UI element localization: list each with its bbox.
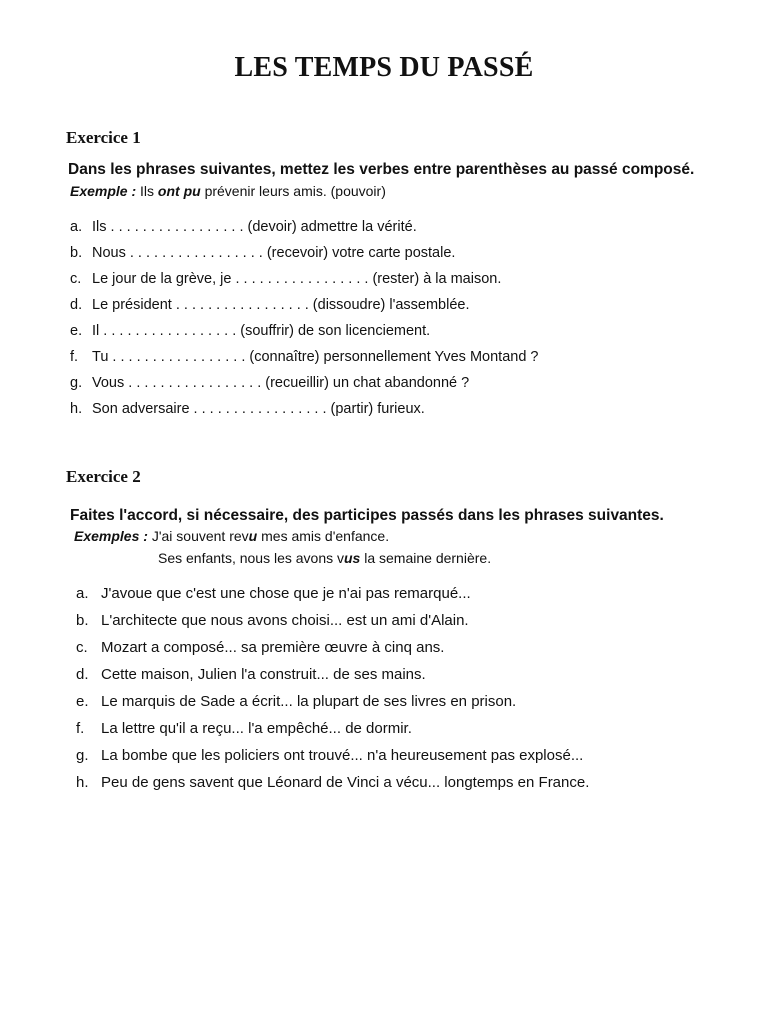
item-letter: b. [70,245,83,261]
item-text: Peu de gens savent que Léonard de Vinci a vécu... longtemps en France. [101,774,590,791]
list-item [76,612,469,629]
example-answer: u [248,528,258,544]
page-title: LES TEMPS DU PASSÉ [234,52,534,83]
example-label: Exemples : [74,528,148,544]
item-letter: c. [76,639,88,656]
item-letter: c. [70,271,82,287]
example-answer: us [344,550,361,566]
list-item [76,693,516,710]
item-letter: b. [76,612,89,629]
exercise-2-heading: Exercice 2 [66,467,141,486]
list-item [76,720,412,737]
list-item [70,245,455,261]
example-text: la semaine dernière. [360,550,492,566]
list-item [70,219,417,235]
exercise-2-instruction: Faites l'accord, si nécessaire, des participes passés dans les phrases suivantes. [70,507,664,524]
example-text: Ses enfants, nous les avons v [158,550,344,566]
item-letter: g. [76,747,89,764]
item-letter: d. [76,666,89,683]
list-item [70,297,470,313]
exercise-1-example [70,183,386,199]
list-item [76,639,444,656]
list-item [70,323,430,339]
item-text: La bombe que les policiers ont trouvé... n'a heureusement pas explosé... [101,747,584,764]
item-text: Mozart a composé... sa première œuvre à cinq ans. [101,639,445,656]
exercise-1-instruction: Dans les phrases suivantes, mettez les verbes entre parenthèses au passé composé. [68,161,695,178]
list-item [76,666,426,683]
example-text: Ils [136,183,158,199]
list-item [76,585,471,602]
example-answer: ont pu [157,183,201,199]
list-item [70,401,425,417]
item-text: J'avoue que c'est une chose que je n'ai pas remarqué... [101,585,471,602]
item-letter: a. [76,585,89,602]
list-item [70,271,501,287]
example-text: prévenir leurs amis. (pouvoir) [200,183,386,199]
item-text: Ils . . . . . . . . . . . . . . . . . (devoir) admettre la vérité. [92,219,417,235]
list-item [76,774,589,791]
item-text: L'architecte que nous avons choisi... est un ami d'Alain. [101,612,469,629]
example-text: mes amis d'enfance. [257,528,390,544]
item-text: La lettre qu'il a reçu... l'a empêché... de dormir. [101,720,412,737]
exercise-2-example-line-1 [74,528,389,544]
item-letter: e. [76,693,89,710]
item-text: Tu . . . . . . . . . . . . . . . . . (connaître) personnellement Yves Montand ? [92,349,539,365]
list-item [76,747,583,764]
list-item [70,349,538,365]
item-letter: h. [70,401,83,417]
item-text: Son adversaire . . . . . . . . . . . . . . . . . (partir) furieux. [92,401,425,417]
item-letter: h. [76,774,89,791]
exercise-1-heading: Exercice 1 [66,128,141,147]
item-text: Le marquis de Sade a écrit... la plupart de ses livres en prison. [101,693,517,710]
item-letter: g. [70,375,83,391]
item-text: Le président . . . . . . . . . . . . . . . . . (dissoudre) l'assemblée. [92,297,470,313]
item-text: Cette maison, Julien l'a construit... de ses mains. [101,666,426,683]
item-text: Le jour de la grève, je . . . . . . . . . . . . . . . . . (rester) à la maison. [92,271,502,287]
item-letter: a. [70,219,83,235]
exercise-2-example-line-2 [158,550,491,566]
example-text: J'ai souvent rev [147,528,249,544]
example-label: Exemple : [70,183,137,199]
item-letter: e. [70,323,83,339]
item-letter: f. [76,720,85,737]
item-text: Vous . . . . . . . . . . . . . . . . . (recueillir) un chat abandonné ? [92,375,470,391]
item-letter: d. [70,297,83,313]
item-text: Nous . . . . . . . . . . . . . . . . . (recevoir) votre carte postale. [92,245,456,261]
item-letter: f. [70,349,79,365]
list-item [70,375,469,391]
item-text: Il . . . . . . . . . . . . . . . . . (souffrir) de son licenciement. [92,323,431,339]
